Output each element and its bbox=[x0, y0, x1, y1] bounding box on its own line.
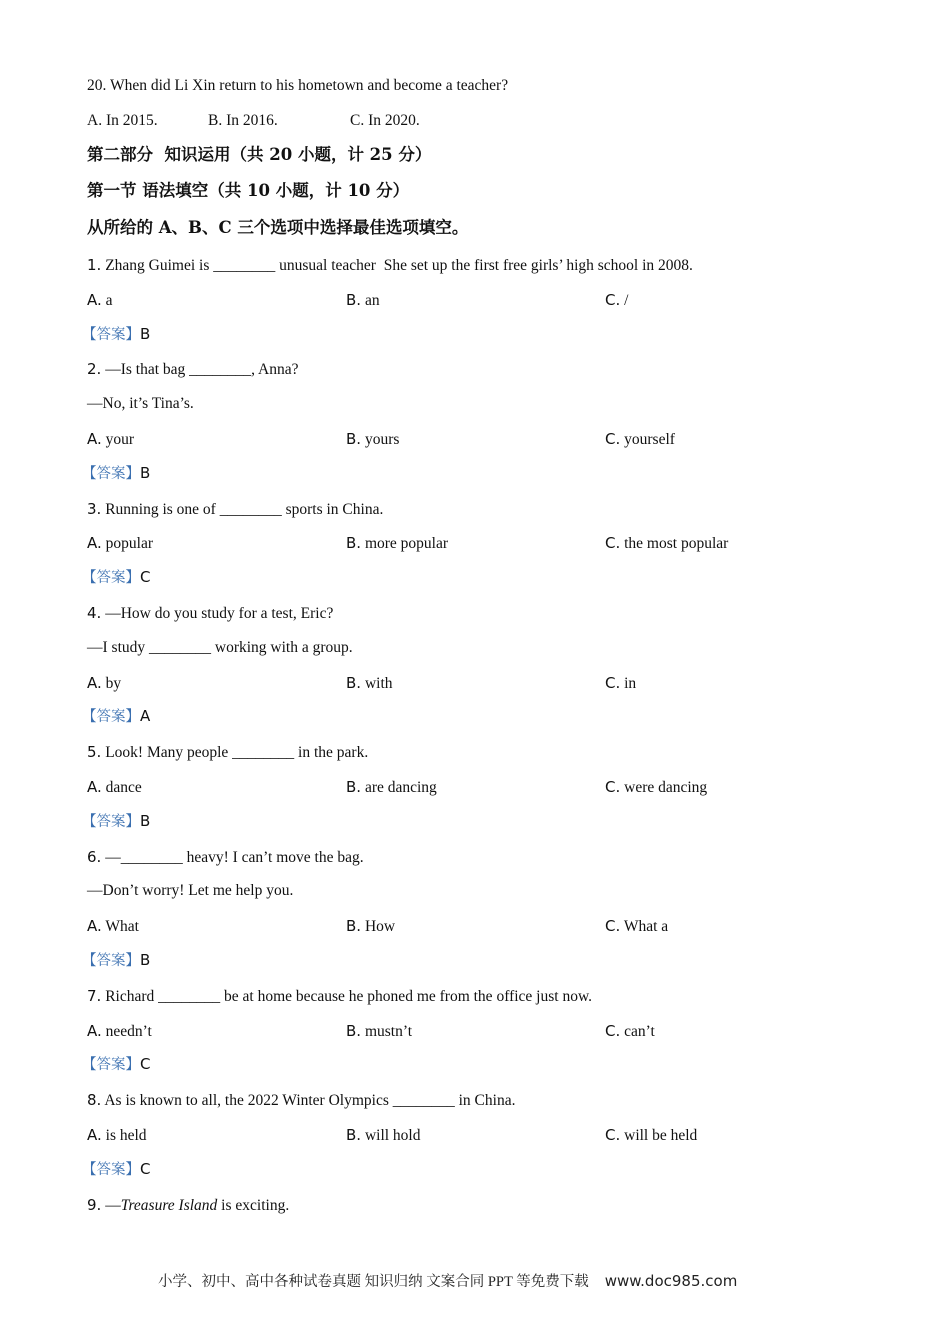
question-text: —I study ________ working with a group. bbox=[87, 639, 353, 656]
option-letter: A. bbox=[87, 1126, 102, 1144]
option-c bbox=[605, 429, 675, 450]
question-line bbox=[87, 499, 383, 520]
option-letter: C. bbox=[605, 291, 621, 309]
option-letter: A. bbox=[87, 1022, 102, 1040]
part2-title: 第二部分 知识运用（共 20 小题，计 25 分） bbox=[87, 145, 432, 164]
question-text: Look! Many people ________ in the park. bbox=[105, 744, 369, 761]
option-letter: C. bbox=[605, 1022, 621, 1040]
option-c bbox=[605, 290, 628, 311]
instruction: 从所给的 A、B、C 三个选项中选择最佳选项填空。 bbox=[87, 218, 469, 237]
question-line bbox=[87, 1090, 515, 1111]
option-text: yourself bbox=[624, 431, 675, 448]
option-letter: A. bbox=[87, 674, 102, 692]
question-number: 9. bbox=[87, 1196, 102, 1214]
option-letter: A. bbox=[87, 430, 102, 448]
question-line bbox=[87, 394, 194, 414]
option-text: How bbox=[364, 918, 396, 935]
dash: — bbox=[105, 1197, 121, 1214]
option-a bbox=[87, 429, 134, 450]
question-text: —Is that bag ________, Anna? bbox=[105, 361, 299, 378]
answer-value: C bbox=[140, 1055, 151, 1073]
option-b bbox=[346, 1021, 412, 1042]
question-text: —Don’t worry! Let me help you. bbox=[87, 882, 294, 899]
question-number: 2. bbox=[87, 360, 102, 378]
q20-option-c: C. In 2020. bbox=[350, 112, 420, 129]
answer bbox=[82, 950, 150, 971]
option-b bbox=[346, 533, 448, 554]
answer-value: B bbox=[140, 464, 151, 482]
option-text: popular bbox=[105, 535, 153, 552]
option-b bbox=[346, 290, 380, 311]
option-text: your bbox=[105, 431, 135, 448]
question-line bbox=[87, 603, 333, 624]
option-text: by bbox=[105, 675, 122, 692]
question-text: Richard ________ be at home because he phoned me from the office just now. bbox=[105, 988, 593, 1005]
option-b bbox=[346, 429, 399, 450]
option-letter: B. bbox=[346, 291, 362, 309]
option-letter: B. bbox=[346, 534, 362, 552]
answer bbox=[82, 463, 150, 484]
q9-rest: is exciting. bbox=[217, 1197, 290, 1214]
option-c bbox=[605, 777, 707, 798]
option-a bbox=[87, 916, 139, 937]
option-b bbox=[346, 777, 437, 798]
footer-site: www.doc985.com bbox=[604, 1272, 738, 1290]
question-number: 3. bbox=[87, 500, 102, 518]
option-letter: C. bbox=[605, 778, 621, 796]
answer bbox=[82, 324, 150, 345]
answer bbox=[82, 811, 150, 832]
question-line bbox=[87, 847, 364, 868]
option-letter: C. bbox=[605, 917, 621, 935]
option-text: will hold bbox=[364, 1127, 421, 1144]
q20-stem: 20. When did Li Xin return to his hometown and become a teacher? bbox=[87, 77, 509, 94]
option-letter: B. bbox=[346, 674, 362, 692]
answer bbox=[82, 1054, 150, 1075]
question-line bbox=[87, 986, 592, 1007]
answer bbox=[82, 1159, 150, 1180]
option-text: dance bbox=[105, 779, 142, 796]
option-text: with bbox=[364, 675, 393, 692]
option-letter: C. bbox=[605, 430, 621, 448]
option-letter: B. bbox=[346, 1022, 362, 1040]
option-c bbox=[605, 533, 728, 554]
option-text: / bbox=[624, 292, 629, 309]
q20-option-a: A. In 2015. bbox=[87, 112, 158, 129]
option-text: a bbox=[105, 292, 113, 309]
question-number: 1. bbox=[87, 256, 102, 274]
option-c bbox=[605, 1125, 697, 1146]
option-text: needn’t bbox=[105, 1023, 152, 1040]
option-text: more popular bbox=[364, 535, 449, 552]
option-a bbox=[87, 777, 142, 798]
option-letter: B. bbox=[346, 430, 362, 448]
option-letter: B. bbox=[346, 778, 362, 796]
answer-value: B bbox=[140, 325, 151, 343]
option-text: were dancing bbox=[624, 779, 708, 796]
question-line bbox=[87, 742, 368, 763]
q9-stem bbox=[87, 1195, 289, 1216]
option-c bbox=[605, 673, 636, 694]
option-b bbox=[346, 673, 393, 694]
option-text: are dancing bbox=[364, 779, 437, 796]
option-text: an bbox=[364, 292, 380, 309]
answer bbox=[82, 706, 150, 727]
answer-tag: 【答案】 bbox=[82, 814, 140, 830]
option-text: What a bbox=[623, 918, 669, 935]
footer-text: 小学、初中、高中各种试卷真题 知识归纳 文案合同 PPT 等免费下载 bbox=[158, 1274, 589, 1290]
option-text: can’t bbox=[624, 1023, 655, 1040]
question-number: 4. bbox=[87, 604, 102, 622]
question-text: —How do you study for a test, Eric? bbox=[105, 605, 334, 622]
answer-tag: 【答案】 bbox=[82, 327, 140, 343]
question-number: 8. bbox=[87, 1091, 102, 1109]
option-letter: C. bbox=[605, 1126, 621, 1144]
question-text: —No, it’s Tina’s. bbox=[87, 395, 194, 412]
option-letter: C. bbox=[605, 674, 621, 692]
answer-value: C bbox=[140, 1160, 151, 1178]
option-text: is held bbox=[105, 1127, 147, 1144]
option-a bbox=[87, 533, 153, 554]
option-text: What bbox=[105, 918, 139, 935]
option-b bbox=[346, 1125, 420, 1146]
answer-tag: 【答案】 bbox=[82, 570, 140, 586]
option-a bbox=[87, 1125, 147, 1146]
question-text: Zhang Guimei is ________ unusual teacher She set up the first free girls’ high school in 2008. bbox=[105, 257, 693, 274]
question-text: As is known to all, the 2022 Winter Olympics ________ in China. bbox=[104, 1092, 516, 1109]
option-letter: B. bbox=[346, 917, 362, 935]
question-line bbox=[87, 638, 353, 658]
answer-tag: 【答案】 bbox=[82, 466, 140, 482]
option-letter: A. bbox=[87, 534, 102, 552]
option-text: the most popular bbox=[624, 535, 729, 552]
option-text: will be held bbox=[624, 1127, 698, 1144]
question-number: 5. bbox=[87, 743, 102, 761]
answer-tag: 【答案】 bbox=[82, 1057, 140, 1073]
answer-value: B bbox=[140, 951, 151, 969]
section1-title: 第一节 语法填空（共 10 小题，计 10 分） bbox=[87, 181, 410, 200]
question-number: 6. bbox=[87, 848, 102, 866]
option-letter: A. bbox=[87, 291, 102, 309]
option-letter: B. bbox=[346, 1126, 362, 1144]
option-a bbox=[87, 673, 121, 694]
answer-value: C bbox=[140, 568, 151, 586]
question-line bbox=[87, 255, 693, 276]
question-text: Running is one of ________ sports in China. bbox=[105, 501, 384, 518]
option-text: in bbox=[624, 675, 637, 692]
option-b bbox=[346, 916, 395, 937]
book-title: Treasure Island bbox=[120, 1197, 218, 1214]
answer-tag: 【答案】 bbox=[82, 953, 140, 969]
answer bbox=[82, 567, 150, 588]
question-line bbox=[87, 881, 293, 901]
q20-option-b: B. In 2016. bbox=[208, 112, 278, 129]
option-letter: A. bbox=[87, 917, 102, 935]
option-text: yours bbox=[364, 431, 400, 448]
question-number: 7. bbox=[87, 987, 102, 1005]
question-text: —________ heavy! I can’t move the bag. bbox=[105, 849, 364, 866]
option-c bbox=[605, 1021, 655, 1042]
option-c bbox=[605, 916, 668, 937]
answer-tag: 【答案】 bbox=[82, 1162, 140, 1178]
footer bbox=[158, 1270, 737, 1291]
option-letter: A. bbox=[87, 778, 102, 796]
answer-tag: 【答案】 bbox=[82, 709, 140, 725]
option-letter: C. bbox=[605, 534, 621, 552]
option-text: mustn’t bbox=[364, 1023, 413, 1040]
option-a bbox=[87, 290, 113, 311]
question-line bbox=[87, 359, 298, 380]
option-a bbox=[87, 1021, 152, 1042]
answer-value: B bbox=[140, 812, 151, 830]
answer-value: A bbox=[140, 707, 151, 725]
